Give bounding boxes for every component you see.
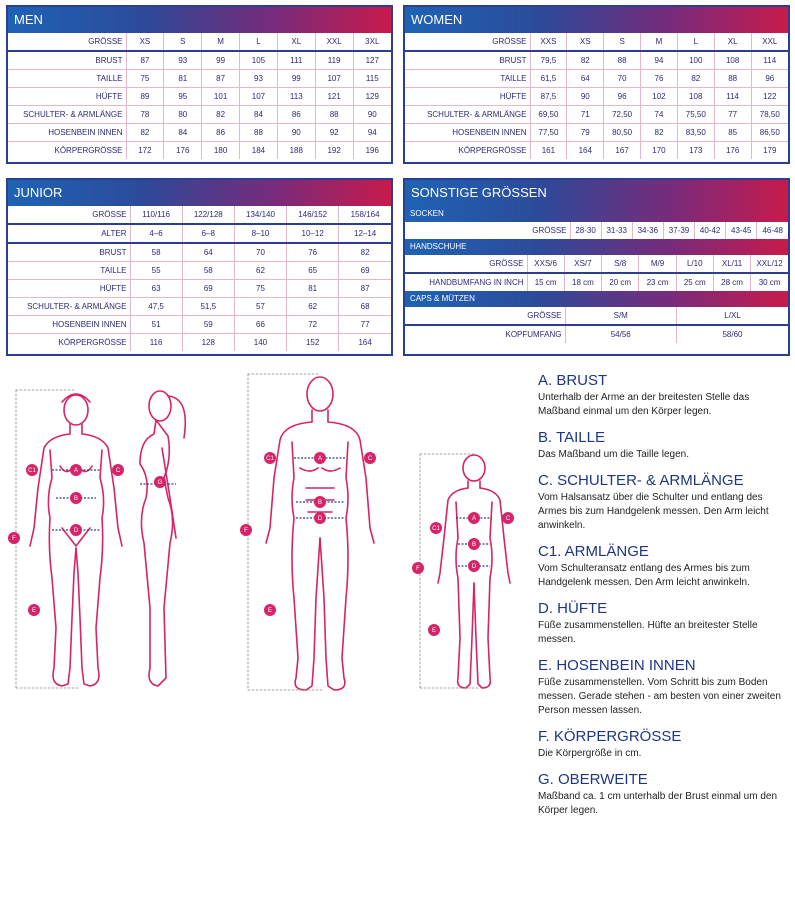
- table-cell: 82: [641, 124, 678, 142]
- women-header: WOMEN: [405, 7, 788, 33]
- legend-item: [538, 372, 788, 419]
- table-cell: 70: [604, 70, 641, 88]
- table-cell: 95: [164, 88, 202, 106]
- table-cell: 61,5: [530, 70, 567, 88]
- table-cell: 113: [277, 88, 315, 106]
- caps-table: [405, 307, 788, 343]
- legend-item: [538, 429, 788, 462]
- table-row: [8, 206, 391, 224]
- table-cell: 55: [130, 262, 182, 280]
- table-cell: 82: [677, 70, 714, 88]
- table-cell: S: [164, 33, 202, 51]
- row-label: GRÖSSE: [8, 33, 126, 51]
- table-cell: 79: [567, 124, 604, 142]
- table-row: [405, 88, 788, 106]
- row-label: TAILLE: [8, 262, 130, 280]
- men-size-table: [8, 33, 391, 159]
- junior-header: JUNIOR: [8, 180, 391, 206]
- table-cell: 25 cm: [676, 273, 713, 291]
- junior-size-panel: [6, 178, 393, 356]
- marker-label: C1: [432, 526, 440, 532]
- table-cell: 40-42: [695, 222, 726, 239]
- table-row: [405, 124, 788, 142]
- table-cell: XXS/6: [527, 255, 564, 273]
- body-measurement-figures: [0, 368, 520, 708]
- marker-label: F: [12, 536, 16, 542]
- table-cell: 28 cm: [713, 273, 750, 291]
- legend-item: [538, 600, 788, 647]
- table-cell: 70: [234, 243, 286, 262]
- table-cell: 94: [641, 51, 678, 70]
- row-label: GRÖSSE: [405, 307, 565, 325]
- table-cell: 88: [315, 106, 353, 124]
- legend-title: F. KÖRPERGRÖSSE: [538, 728, 682, 745]
- table-cell: 192: [315, 142, 353, 160]
- table-cell: 89: [126, 88, 164, 106]
- table-cell: 100: [677, 51, 714, 70]
- table-cell: XL: [277, 33, 315, 51]
- table-row: [8, 262, 391, 280]
- legend-text: Die Körpergröße in cm.: [538, 748, 642, 759]
- table-cell: 86,50: [751, 124, 788, 142]
- table-cell: 164: [567, 142, 604, 160]
- legend-text: Unterhalb der Arme an der breitesten Stelle das Maßband einmal um den Körper legen.: [538, 392, 750, 417]
- row-label: HOSENBEIN INNEN: [405, 124, 530, 142]
- table-cell: 158/164: [339, 206, 391, 224]
- table-row: [8, 280, 391, 298]
- table-cell: 69,50: [530, 106, 567, 124]
- legend-text: Vom Schulteransatz entlang des Armes bis zum Handgelenk messen. Den Arm leicht anwinkeln.: [538, 563, 750, 588]
- table-cell: 116: [130, 334, 182, 352]
- table-cell: 78,50: [751, 106, 788, 124]
- table-cell: 134/140: [234, 206, 286, 224]
- legend-title: G. OBERWEITE: [538, 771, 648, 788]
- table-cell: 46-48: [762, 226, 783, 235]
- table-row: [405, 255, 788, 273]
- marker-label: D: [471, 564, 477, 570]
- table-cell: 75: [234, 280, 286, 298]
- gloves-subheader: HANDSCHUHE: [405, 239, 788, 255]
- table-row: [8, 243, 391, 262]
- table-cell: L/XL: [677, 307, 789, 325]
- table-cell: 107: [240, 88, 278, 106]
- table-cell: S/8: [602, 255, 639, 273]
- legend-title: C1. ARMLÄNGE: [538, 543, 649, 560]
- table-row: [405, 222, 788, 239]
- legend-text: Maßband ca. 1 cm unterhalb der Brust einmal um den Körper legen.: [538, 791, 778, 816]
- row-label: GRÖSSE: [405, 255, 527, 273]
- table-cell: 164: [358, 338, 372, 347]
- table-cell: XXL/12: [751, 255, 788, 273]
- table-cell: 65: [287, 262, 339, 280]
- table-cell: 6–8: [182, 224, 234, 243]
- table-cell: XS: [567, 33, 604, 51]
- women-size-table: [405, 33, 788, 159]
- other-size-panel: [403, 178, 790, 356]
- table-cell: 86: [277, 106, 315, 124]
- table-cell: 23 cm: [639, 273, 676, 291]
- table-cell: XL: [714, 33, 751, 51]
- table-row: [8, 316, 391, 334]
- table-cell: 84: [164, 124, 202, 142]
- row-label: BRUST: [8, 243, 130, 262]
- table-cell: 66: [234, 316, 286, 334]
- table-cell: 176: [714, 142, 751, 160]
- row-label: SCHULTER- & ARMLÄNGE: [8, 106, 126, 124]
- table-cell: 87: [126, 51, 164, 70]
- marker-label: F: [244, 528, 248, 534]
- table-row: [8, 224, 391, 243]
- gloves-table: [405, 255, 788, 291]
- table-cell: 69: [182, 280, 234, 298]
- table-cell: 90: [353, 106, 391, 124]
- table-cell: 62: [234, 262, 286, 280]
- marker-label: B: [471, 542, 477, 548]
- marker-label: C: [505, 516, 511, 522]
- table-cell: 58: [182, 262, 234, 280]
- legend-title: C. SCHULTER- & ARMLÄNGE: [538, 472, 744, 489]
- marker-label: A: [73, 468, 79, 474]
- table-cell: 37-39: [663, 222, 694, 239]
- table-cell: 172: [126, 142, 164, 160]
- table-cell: 176: [164, 142, 202, 160]
- table-cell: 82: [567, 51, 604, 70]
- table-cell: XXL: [315, 33, 353, 51]
- table-cell: 179: [763, 146, 777, 155]
- table-cell: 68: [339, 298, 391, 316]
- table-cell: 96: [604, 88, 641, 106]
- row-label: HOSENBEIN INNEN: [8, 316, 130, 334]
- table-cell: 75: [126, 70, 164, 88]
- row-label: KÖRPERGRÖSSE: [8, 334, 130, 352]
- marker-label: C1: [28, 468, 36, 474]
- table-cell: 58/60: [722, 330, 743, 339]
- table-cell: 167: [604, 142, 641, 160]
- row-label: SCHULTER- & ARMLÄNGE: [8, 298, 130, 316]
- table-cell: 10–12: [287, 224, 339, 243]
- table-row: [8, 124, 391, 142]
- junior-size-table: [8, 206, 391, 351]
- table-cell: 8–10: [234, 224, 286, 243]
- table-cell: 152: [287, 334, 339, 352]
- woman-side-figure: [140, 391, 185, 686]
- table-cell: 184: [240, 142, 278, 160]
- table-cell: 87: [339, 280, 391, 298]
- child-front-figure: [420, 454, 510, 688]
- table-cell: 57: [234, 298, 286, 316]
- legend-text: Vom Halsansatz über die Schulter und entlang des Armes bis zum Handgelenk messen. Den Arm leicht anwinkeln.: [538, 492, 769, 531]
- table-cell: 87,5: [530, 88, 567, 106]
- table-cell: L/10: [676, 255, 713, 273]
- table-cell: 146/152: [287, 206, 339, 224]
- row-label: GRÖSSE: [405, 33, 530, 51]
- table-cell: 59: [182, 316, 234, 334]
- table-cell: 102: [641, 88, 678, 106]
- marker-label: E: [267, 608, 273, 614]
- table-cell: 108: [677, 88, 714, 106]
- table-cell: 114: [751, 51, 788, 70]
- table-cell: 99: [202, 51, 240, 70]
- table-cell: 63: [130, 280, 182, 298]
- socks-subheader: SOCKEN: [405, 206, 788, 222]
- other-header: SONSTIGE GRÖSSEN: [405, 180, 788, 206]
- table-cell: 105: [240, 51, 278, 70]
- table-cell: 88: [604, 51, 641, 70]
- table-cell: 80: [164, 106, 202, 124]
- table-cell: 122: [751, 88, 788, 106]
- table-row: [8, 298, 391, 316]
- table-cell: 128: [182, 334, 234, 352]
- table-row: [405, 33, 788, 51]
- table-cell: 86: [202, 124, 240, 142]
- table-cell: 119: [315, 51, 353, 70]
- table-cell: M/9: [639, 255, 676, 273]
- table-cell: 85: [714, 124, 751, 142]
- table-cell: XS/7: [564, 255, 601, 273]
- table-row: [8, 51, 391, 70]
- marker-label: C: [115, 468, 121, 474]
- marker-label: A: [317, 456, 323, 462]
- table-row: [405, 307, 788, 325]
- table-cell: 12–14: [339, 224, 391, 243]
- table-cell: 69: [339, 262, 391, 280]
- table-cell: 15 cm: [527, 273, 564, 291]
- men-size-panel: [6, 5, 393, 164]
- table-cell: 99: [277, 70, 315, 88]
- table-cell: 82: [339, 243, 391, 262]
- table-row: [405, 106, 788, 124]
- legend-item: [538, 472, 788, 533]
- man-front-figure: [248, 374, 374, 690]
- table-cell: 4–6: [130, 224, 182, 243]
- row-label: TAILLE: [8, 70, 126, 88]
- table-cell: 196: [365, 146, 379, 155]
- table-cell: 108: [714, 51, 751, 70]
- legend-text: Das Maßband um die Taille legen.: [538, 449, 690, 460]
- measurement-legend: [538, 372, 788, 828]
- table-cell: L: [240, 33, 278, 51]
- table-cell: 72,50: [604, 106, 641, 124]
- table-cell: 51,5: [182, 298, 234, 316]
- marker-label: B: [73, 496, 79, 502]
- table-cell: XL/11: [713, 255, 750, 273]
- table-row: [405, 142, 788, 160]
- legend-item: [538, 657, 788, 718]
- legend-title: A. BRUST: [538, 372, 608, 389]
- table-cell: 75,50: [677, 106, 714, 124]
- table-cell: S: [604, 33, 641, 51]
- table-cell: 79,5: [530, 51, 567, 70]
- table-cell: 127: [353, 51, 391, 70]
- table-cell: 62: [287, 298, 339, 316]
- table-cell: M: [641, 33, 678, 51]
- legend-title: D. HÜFTE: [538, 600, 608, 617]
- table-cell: 93: [164, 51, 202, 70]
- row-label: HÜFTE: [8, 88, 126, 106]
- table-cell: 43-45: [726, 222, 757, 239]
- table-cell: 34-36: [632, 222, 663, 239]
- men-header: MEN: [8, 7, 391, 33]
- table-cell: 107: [315, 70, 353, 88]
- table-cell: 74: [641, 106, 678, 124]
- table-cell: 90: [277, 124, 315, 142]
- table-cell: 88: [240, 124, 278, 142]
- row-label: KÖRPERGRÖSSE: [8, 142, 126, 160]
- row-label: KÖRPERGRÖSSE: [405, 142, 530, 160]
- table-cell: XXL: [751, 33, 788, 51]
- row-label: GRÖSSE: [405, 222, 570, 239]
- table-cell: XXS: [530, 33, 567, 51]
- legend-item: [538, 543, 788, 590]
- marker-label: D: [317, 516, 323, 522]
- legend-text: Füße zusammenstellen. Vom Schritt bis zum Boden messen. Gerade stehen - am besten von einer zweiten Person messen lassen.: [538, 677, 781, 716]
- table-cell: 30 cm: [758, 278, 781, 287]
- marker-label: C: [367, 456, 373, 462]
- table-cell: 51: [130, 316, 182, 334]
- row-label: BRUST: [8, 51, 126, 70]
- marker-label: G: [157, 480, 163, 486]
- marker-label: B: [317, 500, 323, 506]
- table-cell: 90: [567, 88, 604, 106]
- row-label: HANDBUMFANG IN INCH: [405, 273, 527, 291]
- table-cell: 77: [339, 316, 391, 334]
- table-cell: 110/116: [130, 206, 182, 224]
- table-row: [405, 70, 788, 88]
- table-row: [8, 70, 391, 88]
- table-row: [8, 88, 391, 106]
- table-cell: S/M: [565, 307, 677, 325]
- row-label: GRÖSSE: [8, 206, 130, 224]
- row-label: HÜFTE: [405, 88, 530, 106]
- row-label: HÜFTE: [8, 280, 130, 298]
- table-row: [405, 273, 788, 291]
- table-cell: 111: [277, 51, 315, 70]
- table-cell: 114: [714, 88, 751, 106]
- table-cell: 140: [234, 334, 286, 352]
- table-cell: 81: [287, 280, 339, 298]
- table-cell: 18 cm: [564, 273, 601, 291]
- table-cell: L: [677, 33, 714, 51]
- legend-item: [538, 771, 788, 818]
- table-cell: 77,50: [530, 124, 567, 142]
- table-cell: 173: [677, 142, 714, 160]
- table-cell: 80,50: [604, 124, 641, 142]
- table-cell: 129: [353, 88, 391, 106]
- legend-text: Füße zusammenstellen. Hüfte an breitester Stelle messen.: [538, 620, 758, 645]
- table-row: [8, 33, 391, 51]
- table-row: [405, 325, 788, 343]
- row-label: HOSENBEIN INNEN: [8, 124, 126, 142]
- marker-label: E: [431, 628, 437, 634]
- table-cell: 3XL: [353, 33, 391, 51]
- table-cell: 94: [353, 124, 391, 142]
- row-label: KOPFUMFANG: [405, 325, 565, 343]
- table-cell: 115: [353, 70, 391, 88]
- table-row: [8, 106, 391, 124]
- table-cell: 76: [287, 243, 339, 262]
- table-cell: 64: [182, 243, 234, 262]
- table-cell: 161: [530, 142, 567, 160]
- row-label: BRUST: [405, 51, 530, 70]
- table-cell: 77: [714, 106, 751, 124]
- woman-front-figure: [16, 390, 122, 688]
- marker-label: E: [31, 608, 37, 614]
- table-row: [8, 142, 391, 160]
- table-cell: 72: [287, 316, 339, 334]
- legend-title: B. TAILLE: [538, 429, 605, 446]
- table-cell: 78: [126, 106, 164, 124]
- table-cell: 101: [202, 88, 240, 106]
- table-cell: 28-30: [570, 222, 601, 239]
- socks-table: [405, 222, 788, 239]
- table-row: [405, 51, 788, 70]
- table-cell: 54/56: [565, 325, 677, 343]
- table-cell: M: [202, 33, 240, 51]
- marker-label: C1: [266, 456, 274, 462]
- table-cell: 170: [641, 142, 678, 160]
- marker-label: F: [416, 566, 420, 572]
- table-cell: 93: [240, 70, 278, 88]
- table-cell: 121: [315, 88, 353, 106]
- table-cell: 47,5: [130, 298, 182, 316]
- table-cell: 71: [567, 106, 604, 124]
- table-cell: 188: [277, 142, 315, 160]
- table-cell: 31-33: [601, 222, 632, 239]
- table-cell: 92: [315, 124, 353, 142]
- legend-title: E. HOSENBEIN INNEN: [538, 657, 696, 674]
- legend-item: [538, 728, 788, 761]
- table-cell: XS: [126, 33, 164, 51]
- women-size-panel: [403, 5, 790, 164]
- table-cell: 58: [130, 243, 182, 262]
- table-cell: 20 cm: [602, 273, 639, 291]
- table-cell: 87: [202, 70, 240, 88]
- table-cell: 88: [714, 70, 751, 88]
- table-cell: 84: [240, 106, 278, 124]
- table-cell: 64: [567, 70, 604, 88]
- table-cell: 81: [164, 70, 202, 88]
- table-cell: 83,50: [677, 124, 714, 142]
- table-row: [8, 334, 391, 352]
- marker-label: A: [471, 516, 477, 522]
- table-cell: 82: [126, 124, 164, 142]
- caps-subheader: CAPS & MÜTZEN: [405, 291, 788, 307]
- table-cell: 76: [641, 70, 678, 88]
- table-cell: 82: [202, 106, 240, 124]
- row-label: TAILLE: [405, 70, 530, 88]
- marker-label: D: [73, 528, 79, 534]
- measurement-markers: [8, 452, 514, 636]
- table-cell: 122/128: [182, 206, 234, 224]
- row-label: SCHULTER- & ARMLÄNGE: [405, 106, 530, 124]
- row-label: ALTER: [8, 224, 130, 243]
- table-cell: 96: [751, 70, 788, 88]
- table-cell: 180: [202, 142, 240, 160]
